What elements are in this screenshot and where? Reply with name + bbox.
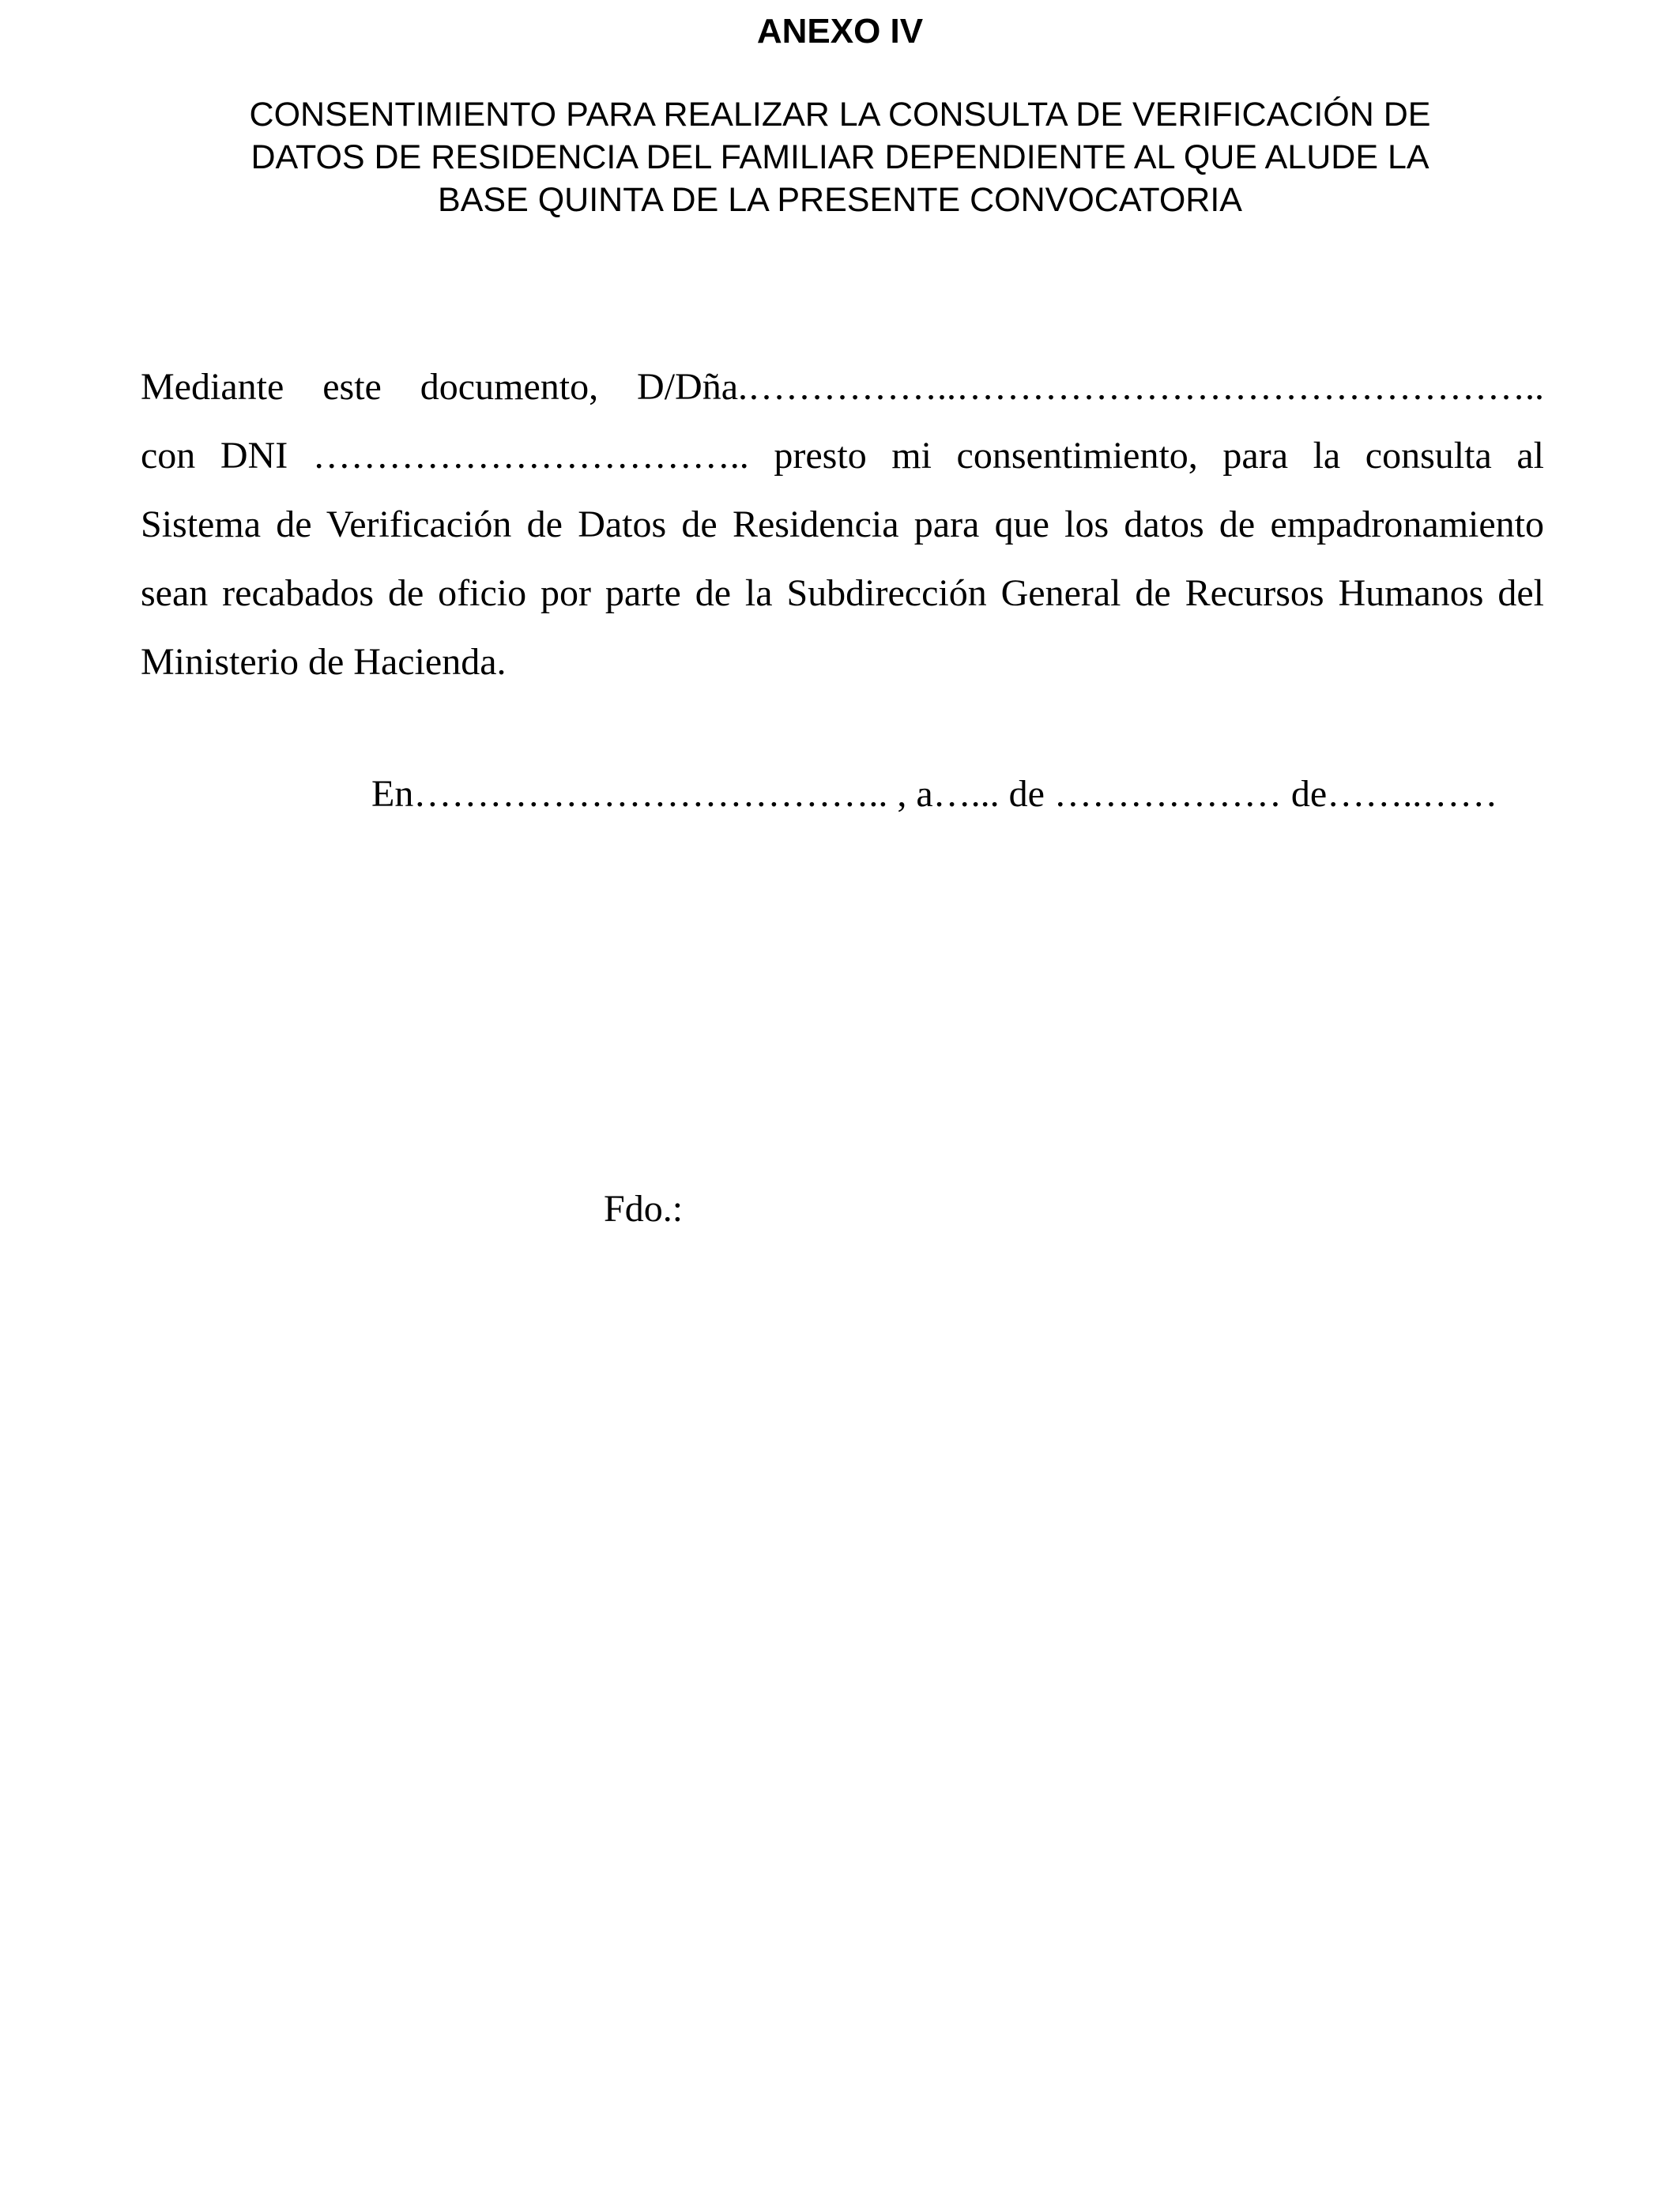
paragraph-line: Sistema de Verificación de Datos de Residencia para que los datos de empadronamiento (141, 503, 1544, 545)
paragraph-line: Mediante este documento, D/Dña.……………..……………………………………….. (141, 366, 1544, 408)
place-date-line: En……………………………….. , a…... de ……………… de……..…… (371, 773, 1498, 815)
annex-title: ANEXO IV (756, 12, 924, 51)
document-subtitle (158, 93, 1522, 221)
paragraph-line: con DNI …………………………….. presto mi consentimiento, para la consulta al (141, 435, 1544, 477)
subtitle-line: CONSENTIMIENTO PARA REALIZAR LA CONSULTA DE VERIFICACIÓN DE (249, 96, 1431, 134)
subtitle-line: BASE QUINTA DE LA PRESENTE CONVOCATORIA (438, 181, 1242, 219)
consent-paragraph (141, 360, 1544, 683)
paragraph-line: sean recabados de oficio por parte de la Subdirección General de Recursos Humanos del (141, 572, 1544, 614)
signature-label: Fdo.: (604, 1188, 684, 1230)
subtitle-line: DATOS DE RESIDENCIA DEL FAMILIAR DEPENDIENTE AL QUE ALUDE LA (250, 138, 1430, 176)
paragraph-line: Ministerio de Hacienda. (141, 641, 507, 683)
